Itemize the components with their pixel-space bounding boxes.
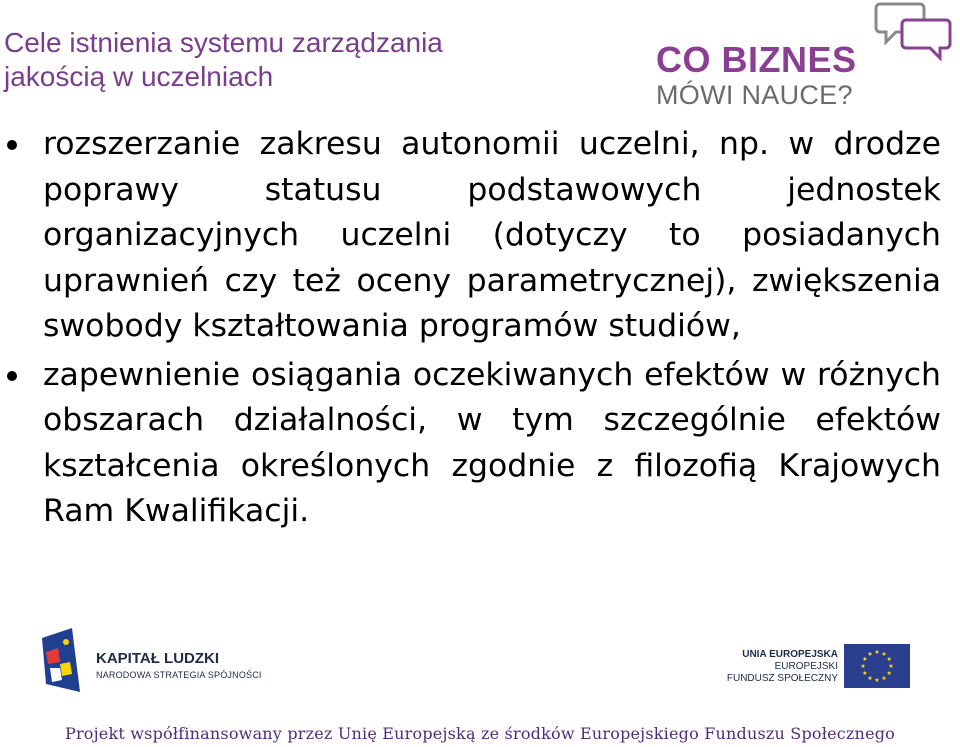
eu-flag-icon [844,644,910,688]
slide-title-line-2: jakością w uczelniach [4,61,274,92]
slide-title-line-1: Cele istnienia systemu zarządzania [4,27,443,58]
eu-logo [726,640,914,692]
bullet-item [43,353,941,535]
eu-logo-text [727,648,838,685]
bullet-item [43,122,941,350]
eu-logo-line-2: EUROPEJSKI [774,661,838,672]
co-biznes-logo [650,0,958,116]
kapital-ludzki-logo [40,628,262,696]
bullet-text: rozszerzanie zakresu autonomii uczelni, np. w drodze poprawy statusu podstawowych jednostek organizacyjnych uczelni (dotyczy to posiadanych uprawnień czy też oceny parametrycznej), zwiększenia swobody kształtowania programów studiów, [43,126,941,344]
bullet-dot-icon [7,140,17,150]
eu-logo-line-1: UNIA EUROPEJSKA [742,649,838,660]
kapital-ludzki-subtitle: NARODOWA STRATEGIA SPÓJNOŚCI [96,670,262,680]
footer-text: Projekt współfinansowany przez Unię Europejską ze środków Europejskiego Funduszu Społecznego [64,724,896,743]
slide-body [43,122,941,538]
kapital-ludzki-emblem [40,628,84,694]
co-biznes-logo-line-1: CO BIZNES [656,39,857,80]
bullet-dot-icon [7,371,17,381]
kapital-ludzki-title: KAPITAŁ LUDZKI [96,650,220,667]
eu-logo-line-3: FUNDUSZ SPOŁECZNY [726,673,838,684]
speech-bubbles-icon [872,0,954,62]
bullet-text: zapewnienie osiągania oczekiwanych efektów w różnych obszarach działalności, w tym szczególnie efektów kształcenia określonych zgodnie z filozofią Krajowych Ram Kwalifikacji. [43,356,941,529]
co-biznes-logo-line-2: MÓWI NAUCE? [656,80,853,110]
slide-title [4,26,443,94]
